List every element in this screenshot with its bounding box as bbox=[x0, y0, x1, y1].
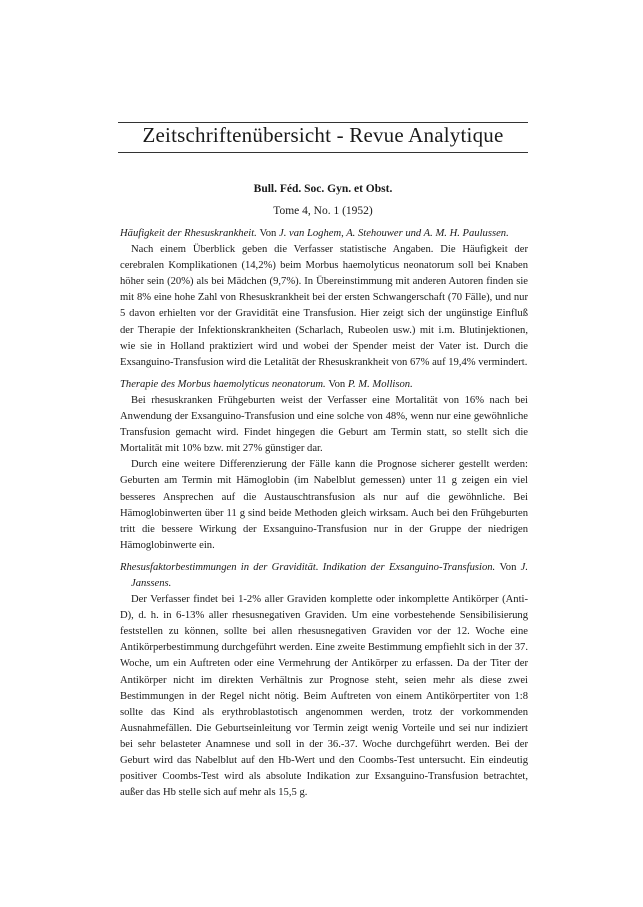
abstracts-list bbox=[120, 226, 528, 807]
abstract-by: Von bbox=[328, 378, 346, 390]
abstract-paragraph: Der Verfasser findet bei 1-2% aller Graviden komplette oder inkomplette Antikörper (Anti-D), d. h. in 6-13% aller rhesusnegativen Graviden. Um eine vorbestehende Sensibilisierung feststellen zu können, sollte bei allen rhesusnegativen Graviden vor der 12. Woche eine Antikörperbestimmung durchgeführt werden. Eine zweite Bestimmung empfiehlt sich in der 37. Woche, um ein Auftreten oder eine Vermehrung der Antikörper zu erfassen. Da der Titer der Antikörper nicht im direkten Verhältnis zur Prognose steht, seien mehr als diese zwei Bestimmungen in der Regel nicht nötig. Beim Auftreten von einem Antikörpertiter von 1:8 sollte das Kind als erythroblastotisch angenommen werden, trotz der vorkommenden Ausnahmefällen. Die Geburtseinleitung vor Termin zeigt wenig Vorteile und sei nur indiziert bei sehr belasteter Anamnese und soll in der 36.-37. Woche durchgeführt werden. Bei der Geburt wird das Nabelblut auf den Hb-Wert und den Coombs-Test untersucht. Ein eindeutig positiver Coombs-Test wird als absolute Indikation zur Exsanguino-Transfusion betrachtet, außer das Hb stelle sich auf mehr als 15,5 g. bbox=[120, 594, 528, 799]
abstract-paragraph: Nach einem Überblick geben die Verfasser statistische Angaben. Die Häufigkeit der cerebralen Komplikationen (14,2%) beim Morbus haemolyticus neonatorum soll bei Knaben höher sein (20%) als bei Mädchen (9,7%). In Übereinstimmung mit anderen Autoren finden sie mit 8% eine hohe Zahl von Rhesuskrankheit bei der ersten Schwangerschaft (70 Fälle), und nur 5 davon erhielten vor der Gravidität eine Transfusion. Hier zeigt sich der ungünstige Einfluß der Therapie der Infektionskrankheiten (Scharlach, Rubeolen usw.) mit i.m. Blutinjektionen, wie sie in Holland praktiziert wird und wobei der Spender meist der Vater ist. Durch die Exsanguino-Transfusion wird die Letalität der Rhesuskrankheit von 67% auf 19,4% vermindert. bbox=[120, 244, 528, 368]
abstract-authors: P. M. Mollison. bbox=[347, 378, 413, 390]
section-title: Zeitschriftenübersicht - Revue Analytique bbox=[142, 123, 504, 147]
abstract-1 bbox=[120, 226, 528, 371]
abstract-title: Häufigkeit der Rhesuskrankheit. bbox=[120, 228, 257, 239]
abstract-body bbox=[120, 393, 528, 554]
abstract-paragraph: Durch eine weitere Differenzierung der Fälle kann die Prognose sicherer gestellt werden: Geburten am Termin mit Hämoglobin (im Nabelblut gemessen) unter 11 g zeigen ein viel besseres Ansprechen auf die Austauschtransfusion als nur auf die gewöhnliche. Bei Hämoglobinwerten über 11 g sind beide Methoden gleich wirksam. Auch bei den Frühgeburten tritt die bessere Wirkung der Exsanguino-Transfusion nur in der Gruppe der niedrigen Hämoglobinwerte ein. bbox=[120, 459, 528, 551]
abstract-heading bbox=[120, 560, 528, 592]
abstract-2 bbox=[120, 377, 528, 554]
abstract-title: Therapie des Morbus haemolyticus neonatorum. bbox=[120, 378, 326, 390]
bottom-rule bbox=[118, 152, 528, 153]
abstract-paragraph: Bei rhesuskranken Frühgeburten weist der Verfasser eine Mortalität von 16% nach bei Anwendung der Exsanguino-Transfusion und eine solche von 48%, wenn nur eine gewöhnliche Transfusion gemacht wird. Findet hingegen die Geburt am Termin statt, so stellt sich die Mortalität mit 10% bzw. mit 27% günstiger dar. bbox=[120, 394, 528, 455]
abstract-3 bbox=[120, 560, 528, 801]
journal-name: Bull. Féd. Soc. Gyn. et Obst. bbox=[253, 183, 393, 195]
abstract-body bbox=[120, 592, 528, 801]
abstract-body bbox=[120, 242, 528, 371]
abstract-title: Rhesusfaktorbestimmungen in der Gravidität. Indikation der Exsanguino-Transfusion. bbox=[120, 561, 496, 573]
abstract-by: Von bbox=[259, 228, 277, 239]
abstract-heading bbox=[120, 377, 528, 393]
abstract-authors: J. Janssens. bbox=[131, 561, 529, 589]
abstract-authors: J. van Loghem, A. Stehouwer und A. M. H. Paulussen. bbox=[279, 228, 509, 239]
abstract-by: Von bbox=[499, 561, 517, 573]
journal-volume: Tome 4, No. 1 (1952) bbox=[273, 205, 373, 217]
abstract-heading bbox=[120, 226, 528, 242]
